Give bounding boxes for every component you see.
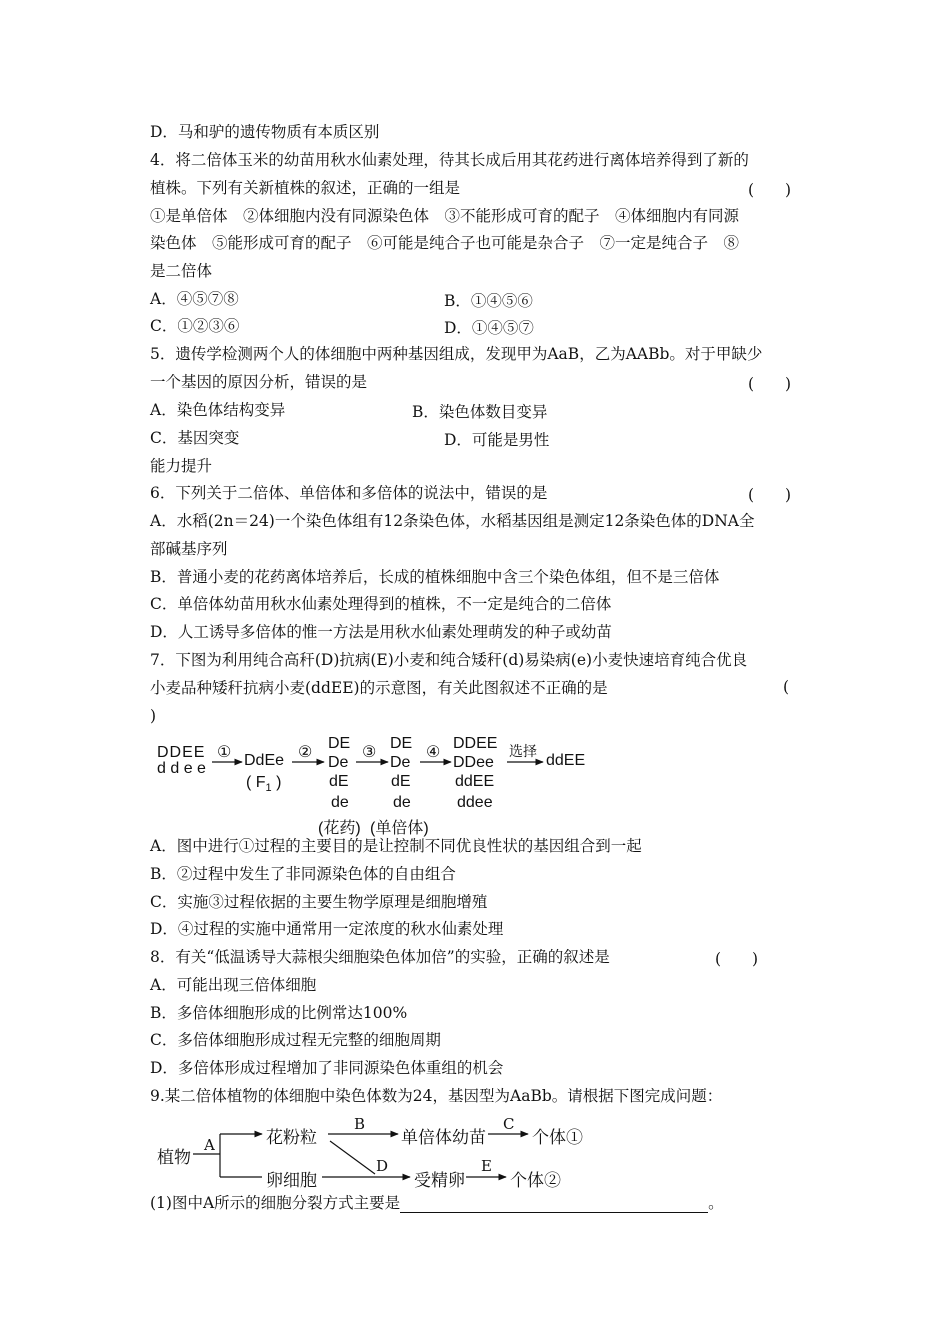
q5-stem-line1: 5．遗传学检测两个人的体细胞中两种基因组成，发现甲为AaB，乙为AABb。对于甲缺少 <box>150 345 763 363</box>
pollen-node: 花粉粒 <box>266 1128 317 1148</box>
diploid-3: ddEE <box>455 773 495 790</box>
q6-stem: 6．下列关于二倍体、单倍体和多倍体的说法中，错误的是 <box>150 484 548 502</box>
gamete-2: De <box>328 754 349 771</box>
f1-label: ( $F_1$ ) <box>246 774 282 795</box>
q5-answer-paren: ( ) <box>748 375 792 393</box>
haploid-2: De <box>390 754 411 771</box>
q8-option-d: D．多倍体形成过程增加了非同源染色体重组的机会 <box>150 1059 504 1077</box>
haploid-1: DE <box>390 735 413 752</box>
q9-part1: (1)图中A所示的细胞分裂方式主要是 。 <box>150 1194 724 1212</box>
q7-paren-open: ( <box>783 678 790 696</box>
gamete-4: de <box>331 794 349 811</box>
q7-option-a: A．图中进行①过程的主要目的是让控制不同优良性状的基因组合到一起 <box>150 837 642 855</box>
q7-option-b: B．②过程中发生了非同源染色体的自由组合 <box>150 865 456 883</box>
q5-option-b: B．染色体数目变异 <box>412 403 548 421</box>
q9-stem: 9.某二倍体植物的体细胞中染色体数为24，基因型为AaBb。请根据下图完成问题： <box>150 1087 723 1105</box>
step-2-label: ② <box>298 744 313 761</box>
final-genotype: ddEE <box>546 752 586 769</box>
q4-answer-paren: ( ) <box>748 181 792 199</box>
q5-option-a: A．染色体结构变异 <box>150 401 286 419</box>
step-4-label: ④ <box>426 744 441 761</box>
q7-stem-line1: 7．下图为利用纯合高秆(D)抗病(E)小麦和纯合矮秆(d)易染病(e)小麦快速培育纯合优良 <box>150 651 748 669</box>
haploid-3: dE <box>391 773 411 790</box>
plant-node: 植物 <box>157 1148 191 1168</box>
diploid-2: DDee <box>453 754 494 771</box>
q4-option-c: C．①②③⑥ <box>150 317 240 335</box>
q7-paren-close: ) <box>150 707 157 725</box>
individual-1-node: 个体① <box>532 1128 583 1148</box>
haploid-4: de <box>393 794 411 811</box>
arrow-b-label: B <box>354 1115 366 1133</box>
arrow-c-label: C <box>503 1115 515 1133</box>
q4-stem-line4: 染色体 ⑤能形成可育的配子 ⑥可能是纯合子也可能是杂合子 ⑦一定是纯合子 ⑧ <box>150 234 740 252</box>
parent-tall-resistant: DDEE <box>157 744 206 761</box>
anther-label: (花药) <box>318 820 361 837</box>
q4-option-b: B．①④⑤⑥ <box>444 292 533 310</box>
parent-short-susceptible: d d e e <box>157 760 206 777</box>
q6-option-b: B．普通小麦的花药离体培养后，长成的植株细胞中含三个染色体组，但不是三倍体 <box>150 568 720 586</box>
q4-stem-line5: 是二倍体 <box>150 262 213 280</box>
egg-cell-node: 卵细胞 <box>266 1171 317 1191</box>
q9-diagonal-d <box>330 1141 375 1174</box>
q4-stem-line3: ①是单倍体 ②体细胞内没有同源染色体 ③不能形成可育的配子 ④体细胞内有同源 <box>150 207 740 225</box>
selection-label: 选择 <box>509 743 537 759</box>
step-1-label: ① <box>217 744 232 761</box>
arrow-e-label: E <box>481 1157 492 1175</box>
q8-option-c: C．多倍体细胞形成过程无完整的细胞周期 <box>150 1031 441 1049</box>
section-heading: 能力提升 <box>150 457 213 475</box>
q4-option-a: A．④⑤⑦⑧ <box>150 290 239 308</box>
arrow-d-label: D <box>376 1157 389 1175</box>
haploid-label: (单倍体) <box>370 820 429 837</box>
q5-stem-line2: 一个基因的原因分析，错误的是 <box>150 373 368 391</box>
q6-answer-paren: ( ) <box>748 486 792 504</box>
haploid-seedling-node: 单倍体幼苗 <box>401 1128 486 1148</box>
arrow-a-label: A <box>204 1136 215 1154</box>
q4-stem-line1: 4．将二倍体玉米的幼苗用秋水仙素处理，待其长成后用其花药进行离体培养得到了新的 <box>150 151 749 169</box>
q8-option-b: B．多倍体细胞形成的比例常达100% <box>150 1004 408 1022</box>
q6-option-d: D．人工诱导多倍体的惟一方法是用秋水仙素处理萌发的种子或幼苗 <box>150 623 612 641</box>
q6-option-a-line1: A．水稻(2n＝24)一个染色体组有12条染色体，水稻基因组是测定12条染色体的DNA全 <box>150 512 755 530</box>
q7-stem-line2: 小麦品种矮秆抗病小麦(ddEE)的示意图，有关此图叙述不正确的是 <box>150 679 608 697</box>
q5-option-d: D．可能是男性 <box>444 431 550 449</box>
q6-option-a-line2: 部碱基序列 <box>150 540 228 558</box>
q4-stem-line2: 植株。下列有关新植株的叙述，正确的一组是 <box>150 179 461 197</box>
individual-2-node: 个体② <box>510 1171 561 1191</box>
q6-option-c: C．单倍体幼苗用秋水仙素处理得到的植株，不一定是纯合的二倍体 <box>150 595 612 613</box>
gamete-1: DE <box>328 735 351 752</box>
q7-option-d: D．④过程的实施中通常用一定浓度的秋水仙素处理 <box>150 920 504 938</box>
zygote-node: 受精卵 <box>414 1171 465 1191</box>
step-3-label: ③ <box>362 744 377 761</box>
q4-option-d: D．①④⑤⑦ <box>444 319 534 337</box>
q3-option-d: D．马和驴的遗传物质有本质区别 <box>150 123 380 141</box>
q8-answer-paren: ( ) <box>715 950 759 968</box>
q7-option-c: C．实施③过程依据的主要生物学原理是细胞增殖 <box>150 893 488 911</box>
f1-genotype: DdEe <box>244 752 285 769</box>
q8-stem: 8．有关“低温诱导大蒜根尖细胞染色体加倍”的实验，正确的叙述是 <box>150 948 610 966</box>
q8-option-a: A．可能出现三倍体细胞 <box>150 976 317 994</box>
diploid-1: DDEE <box>453 735 498 752</box>
q5-option-c: C．基因突变 <box>150 429 240 447</box>
diploid-4: ddee <box>457 794 493 811</box>
gamete-3: dE <box>329 773 349 790</box>
